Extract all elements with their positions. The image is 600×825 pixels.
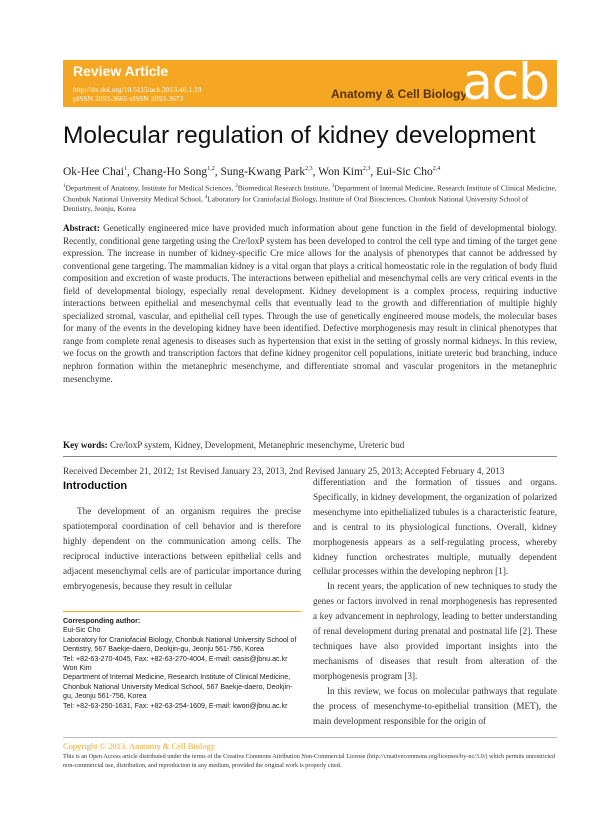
corr-line: Tel: +82-63-250-1631, Fax: +82-63-254-1609, E-mail: kwon@jbnu.ac.kr	[63, 701, 288, 710]
corr-label: Corresponding author:	[63, 617, 141, 625]
divider	[63, 456, 557, 457]
journal-logo: acb	[462, 53, 549, 111]
doi-link[interactable]: http://dx.doi.org/10.5115/acb.2013.46.1.19	[73, 85, 202, 94]
article-title: Molecular regulation of kidney development	[63, 122, 536, 149]
license-text: This is an Open Access article distributed under the terms of the Creative Commons Attribution Non-Commercial License (http://creativecommons.org/licenses/by-nc/3.0/) which permits unrestricted non-commercial use, distribution, and reproduction in any medium, provided the original work is properly cited.	[63, 753, 556, 769]
corr-line: Tel: +82-63-270-4045, Fax: +82-63-270-4004, E-mail: oasis@jbnu.ac.kr	[63, 654, 288, 663]
footer-divider	[63, 737, 557, 738]
author: Won Kim$^{2,3}$	[318, 166, 371, 178]
issn: pISSN 2093-3665 eISSN 2093-3673	[73, 94, 184, 103]
corr-line: Eui-Sic Cho	[63, 626, 101, 635]
keywords-label: Key words:	[63, 440, 108, 450]
corr-divider	[63, 611, 301, 612]
paragraph: differentiation and the formation of tissues and organs. Specifically, in kidney development, the organization of polarized mesenchyme into epithelialized tubules is a characteristic feature, and is central to its physiological functions. Overall, kidney morphogenesis appears as a self-regulating process, whereby kidney function orchestrates multiple, mutually dependent cellular processes within the developing nephron [1].	[313, 477, 557, 577]
abstract	[63, 222, 557, 385]
author: Eui-Sic Cho$^{2,4}$	[376, 166, 441, 178]
journal-banner	[63, 53, 557, 111]
corr-line: Won Kim	[63, 664, 92, 673]
copyright: Copyright © 2013. Anatomy & Cell Biology	[63, 741, 216, 751]
corr-line: Department of Internal Medicine, Research Institute of Clinical Medicine, Chonbuk National University Medical School, 567 Baekje-daero, Deokjin-gu, Jeonju 561-756, Korea	[63, 673, 293, 701]
keywords	[63, 440, 557, 450]
intro-left-column	[63, 504, 301, 593]
intro-right-column	[313, 475, 557, 728]
author: Ok-Hee Chai$^1$	[63, 166, 127, 178]
abstract-label: Abstract:	[63, 223, 100, 233]
keywords-text: Cre/loxP system, Kidney, Development, Metanephric mesenchyme, Ureteric bud	[110, 440, 405, 450]
paragraph: In recent years, the application of new techniques to study the genes or factors involved in renal morphogenesis has represented a key advancement in nephrology, leading to better understanding of renal development during prenatal and postnatal life [2]. These techniques have also provided important insights into the mechanisms of diseases that result from alteration of the morphogenesis program [3].	[313, 581, 557, 681]
article-type: Review Article	[73, 63, 169, 79]
corr-line: Laboratory for Craniofacial Biology, Chonbuk National University School of Dentistry, 567 Baekje-daero, Deokjin-gu, Jeonju 561-756, Korea	[63, 635, 297, 654]
received-dates: Received December 21, 2012; 1st Revised January 23, 2013, 2nd Revised January 25, 2013; Accepted February 4, 2013	[63, 466, 505, 476]
corresponding-author	[63, 617, 301, 711]
author-list: Ok-Hee Chai$^1$, Chang-Ho Song$^{1,2}$, Sung-Kwang Park$^{2,3}$, Won Kim$^{2,3}$, Eui-Sic Cho$^{2,4}$	[63, 166, 441, 178]
author: Sung-Kwang Park$^{2,3}$	[220, 166, 313, 178]
paragraph: The development of an organism requires the precise spatiotemporal coordination of cell behavior and is therefore highly dependent on the communication among cells. The reciprocal inductive interactions between epithelial cells and adjacent mesenchymal cells are of particular importance during embryogenesis, because they result in cellular	[63, 506, 301, 591]
affiliations: $^1$Department of Anatomy, Institute for Medical Sciences, $^2$Biomedical Research Institute, $^3$Department of Internal Medicine, Research Institute of Clinical Medicine, Chonbuk National University Medical School, $^4$Laboratory for Craniofacial Biology, Institute of Oral Biosciences, Chonbuk National University School of Dentistry, Jeonju, Korea	[63, 183, 557, 213]
journal-name: Anatomy & Cell Biology	[330, 87, 467, 101]
section-heading-introduction: Introduction	[63, 480, 128, 492]
abstract-text: Genetically engineered mice have provided much information about gene function in the field of developmental biology. Recently, conditional gene targeting using the Cre/loxP system has been developed to control the cell type and timing of the target gene expression. The increase in number of kidney-specific Cre mice allows for the analysis of phenotypes that cannot be addressed by conventional gene targeting. The mammalian kidney is a vital organ that plays a critical homeostatic role in the regulation of body fluid composition and excretion of waste products. The interactions between epithelial and mesenchymal cells are very critical events in the field of developmental biology, especially renal development. Kidney development is a complex process, requiring inductive interactions between epithelial and mesenchymal cells that eventually lead to the growth and differentiation of multiple highly specialized stromal, vascular, and epithelial cell types. Through the use of genetically engineered mouse models, the molecular bases for many of the events in the developing kidney have been identified. Defective morphogenesis may result in clinical phenotypes that range from complete renal agenesis to diseases such as hypertension that exist in the setting of grossly normal kidneys. In this review, we focus on the growth and transcription factors that define kidney progenitor cell populations, initiate ureteric bud branching, induce nephron formation within the metanephric mesenchyme, and differentiate stromal and vascular progenitors in the metanephric mesenchyme.	[63, 223, 557, 384]
paragraph: In this review, we focus on molecular pathways that regulate the process of mesenchyme-to-epithelial transition (MET), the main development responsible for the origin of	[313, 685, 557, 726]
author: Chang-Ho Song$^{1,2}$	[132, 166, 215, 178]
